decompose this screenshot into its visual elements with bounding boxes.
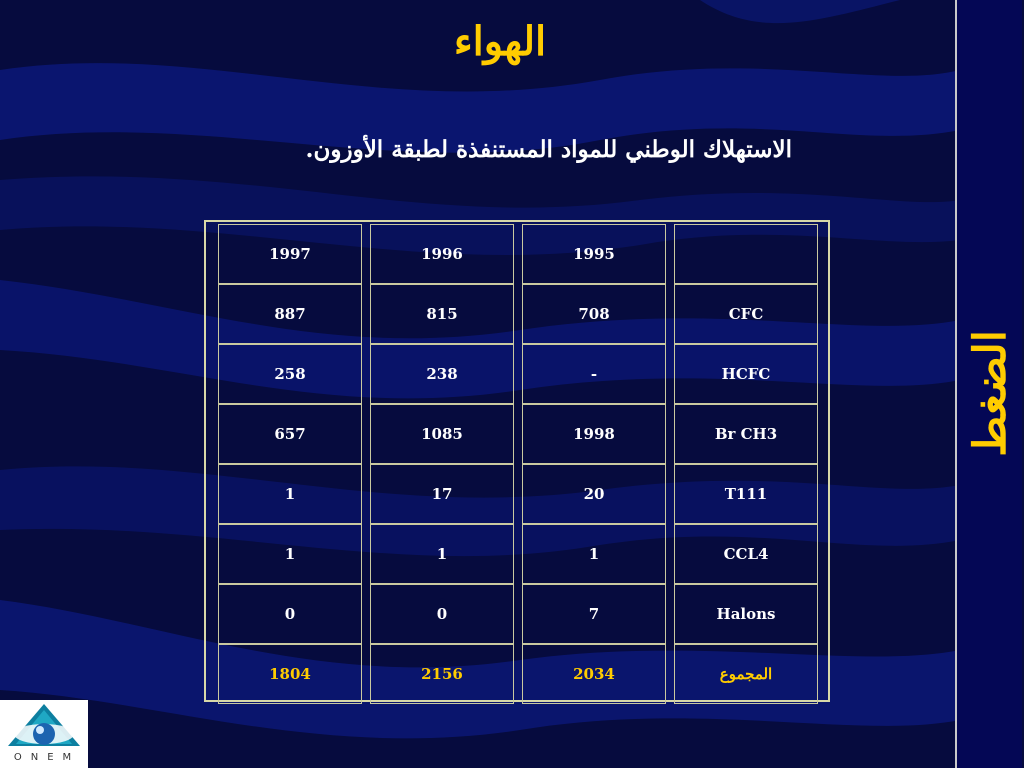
header-cell xyxy=(674,224,818,284)
table-row xyxy=(218,584,818,644)
table-cell: 17 xyxy=(370,464,514,524)
table-cell: 0 xyxy=(218,584,362,644)
table-row xyxy=(218,404,818,464)
onem-logo xyxy=(0,700,88,768)
table-row xyxy=(218,464,818,524)
side-label: الضغط xyxy=(965,330,1016,457)
total-cell: 2156 xyxy=(370,644,514,704)
table-cell: 20 xyxy=(522,464,666,524)
table-cell: - xyxy=(522,344,666,404)
table-row xyxy=(218,524,818,584)
logo-letters: ONEM xyxy=(13,752,81,763)
header-cell: 1996 xyxy=(370,224,514,284)
header-cell: 1995 xyxy=(522,224,666,284)
table-cell: 1998 xyxy=(522,404,666,464)
data-table-frame xyxy=(204,220,830,702)
row-label: HCFC xyxy=(674,344,818,404)
table-cell: 887 xyxy=(218,284,362,344)
table-cell: 258 xyxy=(218,344,362,404)
table-total-row xyxy=(218,644,818,704)
table-cell: 1 xyxy=(522,524,666,584)
table-cell: 815 xyxy=(370,284,514,344)
total-cell: 2034 xyxy=(522,644,666,704)
row-label: Halons xyxy=(674,584,818,644)
table-header-row xyxy=(218,224,818,284)
slide-subtitle: الاستهلاك الوطني للمواد المستنفذة لطبقة الأوزون. xyxy=(305,136,792,163)
slide-title: الهواء xyxy=(453,18,547,65)
row-label: CFC xyxy=(674,284,818,344)
side-panel xyxy=(955,0,1022,768)
eye-triangle-icon xyxy=(0,700,88,752)
total-cell: 1804 xyxy=(218,644,362,704)
table-cell: 238 xyxy=(370,344,514,404)
consumption-table xyxy=(210,224,826,704)
table-row xyxy=(218,344,818,404)
row-label: CCL4 xyxy=(674,524,818,584)
table-cell: 657 xyxy=(218,404,362,464)
total-label: المجموع xyxy=(674,644,818,704)
header-cell: 1997 xyxy=(218,224,362,284)
table-cell: 708 xyxy=(522,284,666,344)
table-cell: 7 xyxy=(522,584,666,644)
table-cell: 1 xyxy=(218,524,362,584)
table-cell: 0 xyxy=(370,584,514,644)
row-label: T111 xyxy=(674,464,818,524)
table-cell: 1085 xyxy=(370,404,514,464)
table-row xyxy=(218,284,818,344)
row-label: Br CH3 xyxy=(674,404,818,464)
table-cell: 1 xyxy=(218,464,362,524)
table-cell: 1 xyxy=(370,524,514,584)
